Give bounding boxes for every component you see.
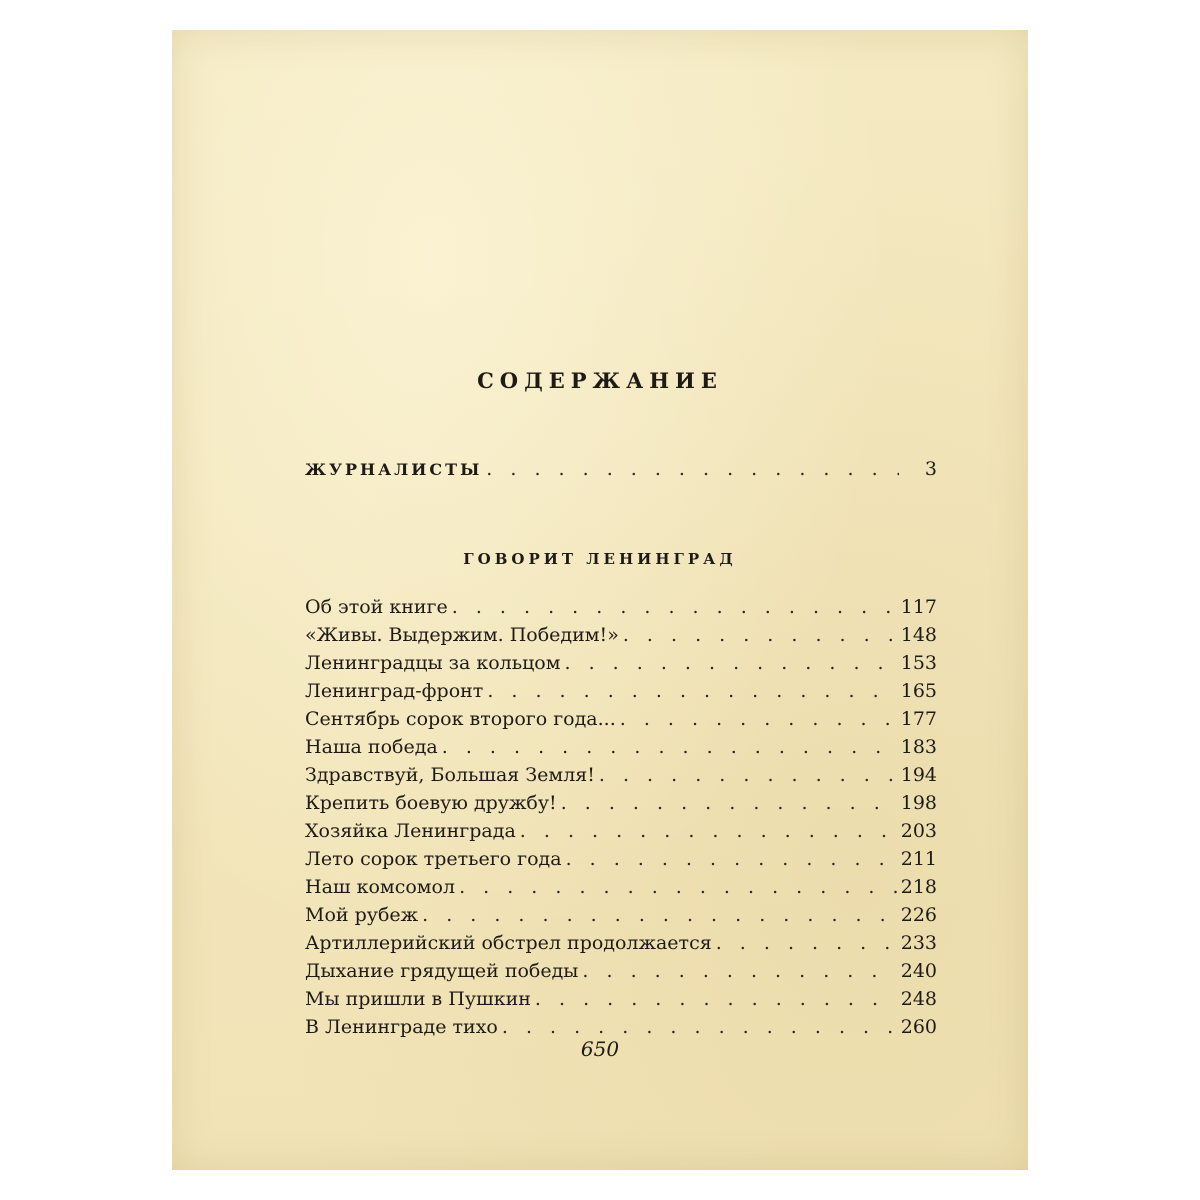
dot-leader <box>566 848 897 870</box>
toc-entry-page: 226 <box>900 904 937 926</box>
toc-entry-page: 153 <box>900 652 937 674</box>
toc-entry <box>305 848 937 870</box>
toc-entry <box>305 792 937 814</box>
dot-leader <box>520 820 897 842</box>
toc-entry-title: Крепить боевую дружбу! <box>305 792 557 814</box>
toc-entry-title: Мой рубеж <box>305 904 419 926</box>
toc-entry-journalists <box>305 458 937 480</box>
toc-entry-title: Наша победа <box>305 736 438 758</box>
toc-entry-title: Здравствуй, Большая Земля! <box>305 764 595 786</box>
section-heading: ГОВОРИТ ЛЕНИНГРАД <box>463 550 737 568</box>
toc-entry-title: Ленинградцы за кольцом <box>305 652 561 674</box>
toc-entry <box>305 1016 937 1038</box>
dot-leader <box>502 1016 897 1038</box>
toc-entry-title: «Живы. Выдержим. Победим!» <box>305 624 619 646</box>
toc-entry <box>305 876 937 898</box>
dot-leader <box>620 708 897 730</box>
toc-entry <box>305 904 937 926</box>
toc-entry-title: Мы пришли в Пушкин <box>305 988 531 1010</box>
toc-entry <box>305 988 937 1010</box>
dot-leader <box>486 458 899 480</box>
toc-entry-title: Дыхание грядущей победы <box>305 960 579 982</box>
toc-entry-page: 218 <box>900 876 937 898</box>
toc-entry-page: 177 <box>900 708 937 730</box>
toc-entry-title: Хозяйка Ленинграда <box>305 820 516 842</box>
toc-entry <box>305 680 937 702</box>
toc-entry <box>305 932 937 954</box>
toc-entry <box>305 736 937 758</box>
toc-entry <box>305 708 937 730</box>
toc-entry-page: 260 <box>900 1016 937 1038</box>
toc-entry-page: 165 <box>900 680 937 702</box>
dot-leader <box>582 960 896 982</box>
toc-entry-page: 198 <box>900 792 937 814</box>
toc-entry-page: 194 <box>900 764 937 786</box>
toc-entry-page: 233 <box>900 932 937 954</box>
toc-entry-page: 148 <box>900 624 937 646</box>
toc-entry <box>305 596 937 618</box>
toc-entry-page: 248 <box>900 988 937 1010</box>
toc-entry-title: Наш комсомол <box>305 876 456 898</box>
dot-leader <box>442 736 897 758</box>
dot-leader <box>716 932 897 954</box>
toc-entry-title: ЖУРНАЛИСТЫ <box>305 460 483 479</box>
toc-entry-title: Артиллерийский обстрел продолжается <box>305 932 712 954</box>
toc-entry-title: Ленинград-фронт <box>305 680 484 702</box>
toc-entry-title: Сентябрь сорок второго года... <box>305 708 616 730</box>
toc-entry-page: 203 <box>900 820 937 842</box>
dot-leader <box>422 904 897 926</box>
contents-heading: СОДЕРЖАНИЕ <box>477 368 723 393</box>
toc-entry-page: 117 <box>900 596 937 618</box>
toc-entry-page: 183 <box>900 736 937 758</box>
book-page <box>172 30 1028 1170</box>
dot-leader <box>565 652 897 674</box>
dot-leader <box>459 876 897 898</box>
toc-entry-page: 240 <box>900 960 937 982</box>
toc-entry-title: Лето сорок третьего года <box>305 848 562 870</box>
dot-leader <box>535 988 897 1010</box>
toc-entry-title: В Ленинграде тихо <box>305 1016 498 1038</box>
toc-entry-title: Об этой книге <box>305 596 448 618</box>
toc-entry <box>305 624 937 646</box>
dot-leader <box>623 624 897 646</box>
dot-leader <box>561 792 897 814</box>
dot-leader <box>487 680 896 702</box>
dot-leader <box>452 596 897 618</box>
toc-entry <box>305 764 937 786</box>
toc-entry <box>305 652 937 674</box>
dot-leader <box>599 764 897 786</box>
toc-entry <box>305 960 937 982</box>
toc-entry <box>305 820 937 842</box>
toc-entry-page: 211 <box>900 848 937 870</box>
page-number: 650 <box>580 1037 620 1061</box>
toc-entry-page: 3 <box>924 458 937 480</box>
